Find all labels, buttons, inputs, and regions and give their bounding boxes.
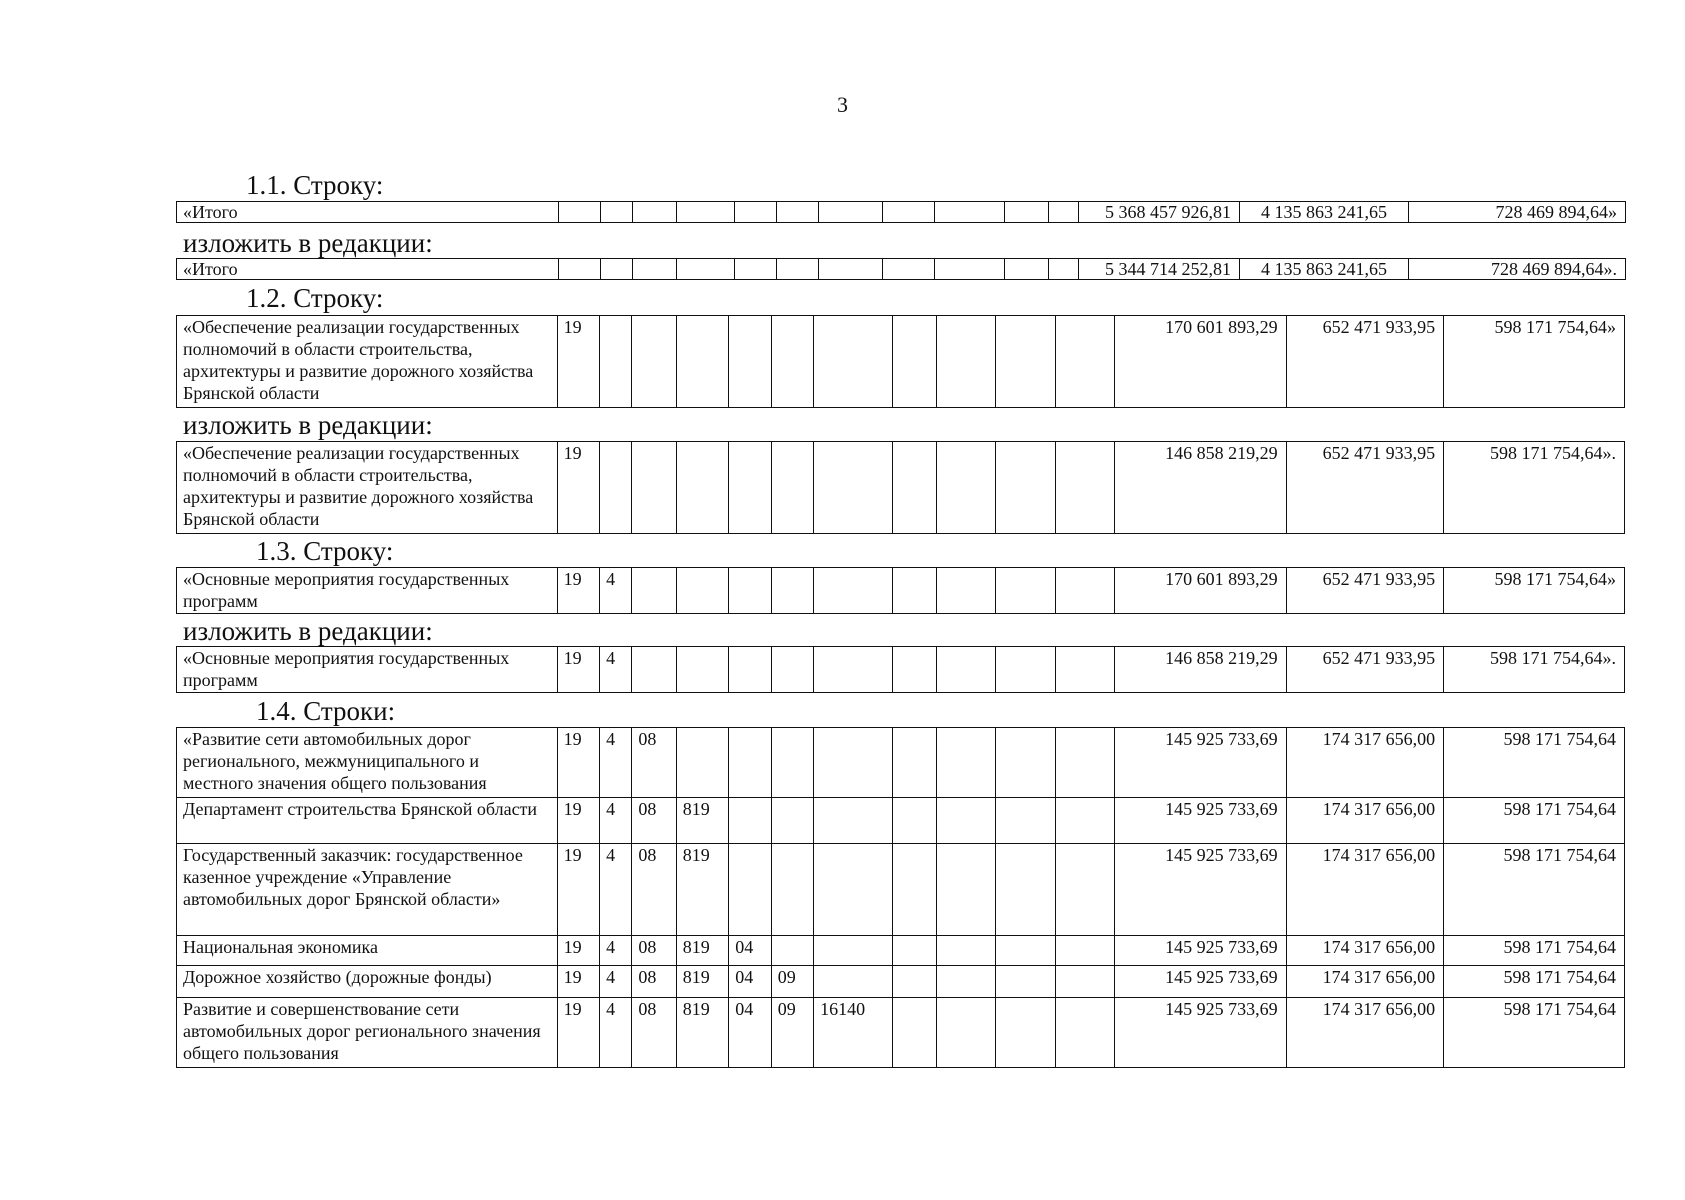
table-row (177, 442, 1625, 534)
code-cell (892, 966, 936, 998)
table-row (177, 936, 1625, 966)
code-cell: 19 (557, 844, 599, 936)
code-cell (1056, 568, 1115, 614)
value-2: 652 471 933,95 (1286, 568, 1444, 614)
code-cell (1056, 998, 1115, 1068)
table-1-2-new (176, 441, 1625, 534)
value-3: 728 469 894,64» (1409, 202, 1626, 223)
code-cell (676, 728, 729, 798)
code-cell: 4 (600, 998, 632, 1068)
value-1: 145 925 733,69 (1114, 966, 1286, 998)
code-cell (937, 798, 996, 844)
code-cell (995, 442, 1056, 534)
code-cell (729, 728, 771, 798)
code-cell: 819 (676, 998, 729, 1068)
value-1: 5 344 714 252,81 (1079, 259, 1240, 280)
code-cell (935, 202, 1005, 223)
value-1: 170 601 893,29 (1114, 568, 1286, 614)
value-2: 652 471 933,95 (1286, 316, 1444, 408)
table-1-1-new (176, 258, 1626, 280)
code-cell (819, 202, 883, 223)
value-1: 145 925 733,69 (1114, 844, 1286, 936)
code-cell (883, 202, 935, 223)
code-cell (632, 568, 676, 614)
row-name: «Обеспечение реализации государственных полномочий в области строительства, архитектуры и развитие дорожного хозяйства Брянской области (177, 316, 558, 408)
value-2: 4 135 863 241,65 (1240, 259, 1409, 280)
section-heading-1-2: 1.2. Строку: (246, 283, 384, 313)
code-cell: 4 (600, 936, 632, 966)
code-cell (814, 647, 893, 693)
row-name: Дорожное хозяйство (дорожные фонды) (177, 966, 558, 998)
value-1: 145 925 733,69 (1114, 998, 1286, 1068)
code-cell: 4 (600, 568, 632, 614)
code-cell (729, 844, 771, 936)
code-cell: 19 (557, 647, 599, 693)
code-cell (676, 647, 729, 693)
code-cell (1056, 798, 1115, 844)
value-3: 598 171 754,64 (1444, 728, 1625, 798)
code-cell: 08 (632, 936, 676, 966)
code-cell (632, 442, 676, 534)
row-name: «Итого (177, 259, 559, 280)
code-cell (771, 798, 813, 844)
table-row (177, 798, 1625, 844)
code-cell: 819 (676, 798, 729, 844)
code-cell (1056, 966, 1115, 998)
code-cell (995, 316, 1056, 408)
code-cell (771, 568, 813, 614)
code-cell: 09 (771, 966, 813, 998)
code-cell (937, 647, 996, 693)
rewrite-label: изложить в редакции: (183, 410, 433, 440)
row-name: «Развитие сети автомобильных дорог регионального, межмуниципального и местного значения общего пользования (177, 728, 558, 798)
code-cell (677, 202, 735, 223)
code-cell (937, 844, 996, 936)
value-1: 170 601 893,29 (1114, 316, 1286, 408)
code-cell: 4 (600, 647, 632, 693)
code-cell (771, 844, 813, 936)
code-cell: 08 (632, 844, 676, 936)
code-cell (633, 202, 677, 223)
code-cell: 819 (676, 844, 729, 936)
table-row (177, 259, 1626, 280)
code-cell (937, 966, 996, 998)
value-1: 5 368 457 926,81 (1079, 202, 1240, 223)
code-cell (729, 316, 771, 408)
code-cell (735, 259, 777, 280)
code-cell: 4 (600, 966, 632, 998)
row-name: «Основные мероприятия государственных программ (177, 647, 558, 693)
code-cell (1005, 202, 1049, 223)
value-3: 598 171 754,64». (1444, 442, 1625, 534)
code-cell (676, 568, 729, 614)
table-row (177, 844, 1625, 936)
row-name: «Основные мероприятия государственных программ (177, 568, 558, 614)
code-cell: 08 (632, 998, 676, 1068)
code-cell (777, 259, 819, 280)
table-row (177, 202, 1626, 223)
value-2: 174 317 656,00 (1286, 998, 1444, 1068)
code-cell (814, 936, 893, 966)
section-heading-1-3: 1.3. Строку: (256, 536, 394, 566)
code-cell (892, 728, 936, 798)
code-cell (892, 844, 936, 936)
code-cell (632, 316, 676, 408)
code-cell (600, 316, 632, 408)
code-cell (559, 259, 601, 280)
code-cell (729, 798, 771, 844)
section-heading-1-1: 1.1. Строку: (246, 170, 384, 200)
value-3: 598 171 754,64 (1444, 936, 1625, 966)
table-row (177, 316, 1625, 408)
code-cell (892, 442, 936, 534)
code-cell (676, 442, 729, 534)
value-3: 728 469 894,64». (1409, 259, 1626, 280)
code-cell (937, 728, 996, 798)
code-cell (735, 202, 777, 223)
value-1: 145 925 733,69 (1114, 728, 1286, 798)
code-cell (814, 966, 893, 998)
code-cell (601, 202, 633, 223)
code-cell: 19 (557, 966, 599, 998)
code-cell: 09 (771, 998, 813, 1068)
value-1: 146 858 219,29 (1114, 647, 1286, 693)
code-cell: 19 (557, 316, 599, 408)
code-cell (995, 568, 1056, 614)
row-name: Департамент строительства Брянской области (177, 798, 558, 844)
value-3: 598 171 754,64» (1444, 316, 1625, 408)
code-cell (601, 259, 633, 280)
code-cell (771, 316, 813, 408)
row-name: Развитие и совершенствование сети автомобильных дорог регионального значения общего пользования (177, 998, 558, 1068)
table-1-2-old (176, 315, 1625, 408)
value-3: 598 171 754,64 (1444, 844, 1625, 936)
code-cell: 19 (557, 798, 599, 844)
code-cell (633, 259, 677, 280)
code-cell (814, 728, 893, 798)
code-cell (771, 442, 813, 534)
code-cell (676, 316, 729, 408)
code-cell (995, 728, 1056, 798)
code-cell (1056, 936, 1115, 966)
code-cell (995, 998, 1056, 1068)
code-cell (937, 442, 996, 534)
rewrite-label: изложить в редакции: (183, 228, 433, 258)
code-cell (883, 259, 935, 280)
code-cell: 16140 (814, 998, 893, 1068)
code-cell (771, 936, 813, 966)
code-cell (814, 316, 893, 408)
table-1-4 (176, 727, 1625, 1068)
table-row (177, 966, 1625, 998)
code-cell (937, 936, 996, 966)
code-cell (814, 568, 893, 614)
code-cell: 819 (676, 936, 729, 966)
code-cell (771, 647, 813, 693)
code-cell (1049, 259, 1079, 280)
code-cell (729, 442, 771, 534)
code-cell (892, 568, 936, 614)
code-cell (892, 936, 936, 966)
code-cell (771, 728, 813, 798)
value-3: 598 171 754,64». (1444, 647, 1625, 693)
section-heading-1-4: 1.4. Строки: (256, 696, 396, 726)
code-cell: 19 (557, 568, 599, 614)
code-cell (995, 844, 1056, 936)
value-2: 652 471 933,95 (1286, 647, 1444, 693)
table-1-3-old (176, 567, 1625, 614)
code-cell (729, 647, 771, 693)
value-2: 174 317 656,00 (1286, 728, 1444, 798)
code-cell: 19 (557, 998, 599, 1068)
value-1: 145 925 733,69 (1114, 798, 1286, 844)
code-cell (995, 647, 1056, 693)
code-cell (1005, 259, 1049, 280)
code-cell (937, 316, 996, 408)
code-cell: 04 (729, 998, 771, 1068)
value-1: 146 858 219,29 (1114, 442, 1286, 534)
code-cell (1049, 202, 1079, 223)
table-1-1-old (176, 201, 1626, 223)
code-cell (892, 798, 936, 844)
code-cell (1056, 728, 1115, 798)
code-cell (777, 202, 819, 223)
code-cell: 04 (729, 966, 771, 998)
value-3: 598 171 754,64» (1444, 568, 1625, 614)
table-1-3-new (176, 646, 1625, 693)
code-cell (819, 259, 883, 280)
row-name: Государственный заказчик: государственное казенное учреждение «Управление автомобильных дорог Брянской области» (177, 844, 558, 936)
value-2: 4 135 863 241,65 (1240, 202, 1409, 223)
value-3: 598 171 754,64 (1444, 998, 1625, 1068)
row-name: «Обеспечение реализации государственных полномочий в области строительства, архитектуры и развитие дорожного хозяйства Брянской области (177, 442, 558, 534)
code-cell (892, 316, 936, 408)
code-cell (632, 647, 676, 693)
code-cell (559, 202, 601, 223)
code-cell (892, 647, 936, 693)
code-cell: 4 (600, 728, 632, 798)
rewrite-label: изложить в редакции: (183, 616, 433, 646)
code-cell: 19 (557, 442, 599, 534)
code-cell (814, 442, 893, 534)
code-cell (1056, 316, 1115, 408)
code-cell: 08 (632, 728, 676, 798)
value-2: 174 317 656,00 (1286, 966, 1444, 998)
value-3: 598 171 754,64 (1444, 798, 1625, 844)
code-cell (814, 844, 893, 936)
row-name: Национальная экономика (177, 936, 558, 966)
code-cell (995, 798, 1056, 844)
code-cell: 19 (557, 728, 599, 798)
code-cell (814, 798, 893, 844)
code-cell (937, 568, 996, 614)
code-cell: 4 (600, 798, 632, 844)
value-2: 652 471 933,95 (1286, 442, 1444, 534)
code-cell: 819 (676, 966, 729, 998)
value-3: 598 171 754,64 (1444, 966, 1625, 998)
table-row (177, 568, 1625, 614)
code-cell (995, 966, 1056, 998)
code-cell (677, 259, 735, 280)
code-cell: 08 (632, 798, 676, 844)
row-name: «Итого (177, 202, 559, 223)
table-row (177, 998, 1625, 1068)
code-cell (729, 568, 771, 614)
code-cell (600, 442, 632, 534)
code-cell (935, 259, 1005, 280)
code-cell: 04 (729, 936, 771, 966)
code-cell (1056, 844, 1115, 936)
code-cell (892, 998, 936, 1068)
code-cell (937, 998, 996, 1068)
code-cell (1056, 647, 1115, 693)
code-cell (1056, 442, 1115, 534)
page-number: 3 (837, 92, 848, 117)
code-cell: 08 (632, 966, 676, 998)
value-1: 145 925 733,69 (1114, 936, 1286, 966)
code-cell (995, 936, 1056, 966)
value-2: 174 317 656,00 (1286, 936, 1444, 966)
value-2: 174 317 656,00 (1286, 844, 1444, 936)
table-row (177, 728, 1625, 798)
code-cell: 19 (557, 936, 599, 966)
table-row (177, 647, 1625, 693)
value-2: 174 317 656,00 (1286, 798, 1444, 844)
code-cell: 4 (600, 844, 632, 936)
